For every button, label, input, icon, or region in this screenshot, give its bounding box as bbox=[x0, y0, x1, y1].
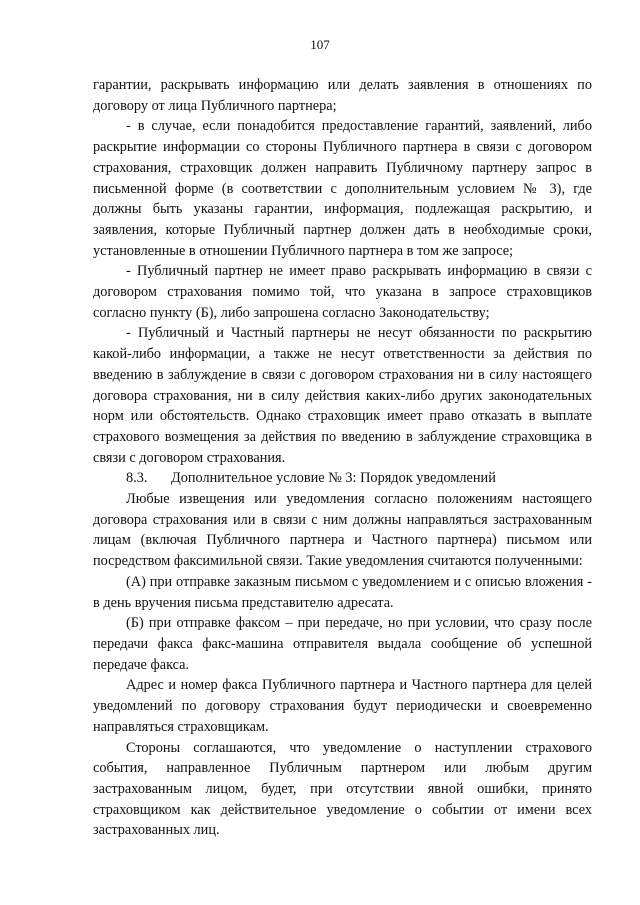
section-title: Дополнительное условие № 3: Порядок уведомлений bbox=[171, 470, 496, 487]
paragraph-continuation: гарантии, раскрывать информацию или делать заявления в отношениях по договору от лица Публичного партнера; bbox=[93, 77, 592, 114]
section-number: 8.3. bbox=[126, 470, 148, 487]
list-item-b: (Б) при отправке факсом – при передаче, но при условии, что сразу после передачи факса факс-машина отправителя выдала сообщение об успешной передаче факса. bbox=[93, 615, 592, 673]
document-body bbox=[93, 75, 592, 841]
bullet-paragraph: - Публичный и Частный партнеры не несут обязанности по раскрытию какой-либо информации, а также не несут ответственности за действия по введению в заблуждение в связи с договором страхования ни в силу настоящего договора страхования, ни в силу действия каких-либо других законодательных норм или обстоятельств. Однако страховщик имеет право отказать в выплате страхового возмещения за действия по введению в заблуждение страховщика в связи с договором страхования. bbox=[93, 325, 592, 466]
paragraph: Адрес и номер факса Публичного партнера и Частного партнера для целей уведомлений по договору страхования будут периодически и своевременно направляться страховщикам. bbox=[93, 677, 592, 735]
bullet-paragraph: - в случае, если понадобится предоставление гарантий, заявлений, либо раскрытие информации со стороны Публичного партнера в связи с договором страхования, страховщик должен направить Публичному партнеру запрос в письменной форме (в соответствии с дополнительным условием № 3), где должны быть указаны гарантии, информация, подлежащая раскрытию, и заявления, которые Публичный партнер должен дать в необходимые сроки, установленные в отношении Публичного партнера в том же запросе; bbox=[93, 118, 592, 259]
paragraph: Любые извещения или уведомления согласно положениям настоящего договора страхования или в связи с ним должны направляться застрахованным лицам (включая Публичного партнера и Частного партнера) письмом или посредством факсимильной связи. Такие уведомления считаются полученными: bbox=[93, 491, 592, 570]
paragraph: Стороны соглашаются, что уведомление о наступлении страхового события, направленное Публичным партнером или любым другим застрахованным лицом, будет, при отсутствии явной ошибки, принято страховщиком как действительное уведомление о событии от имени всех застрахованных лиц. bbox=[93, 739, 592, 839]
list-item-a: (А) при отправке заказным письмом с уведомлением и с описью вложения - в день вручения письма представителю адресата. bbox=[93, 573, 592, 611]
page-number: 107 bbox=[310, 37, 330, 52]
bullet-paragraph: - Публичный партнер не имеет право раскрывать информацию в связи с договором страхования помимо той, что указана в запросе страховщиков согласно пункту (Б), либо запрошена согласно Законодательству; bbox=[93, 263, 592, 321]
section-heading bbox=[93, 468, 592, 489]
